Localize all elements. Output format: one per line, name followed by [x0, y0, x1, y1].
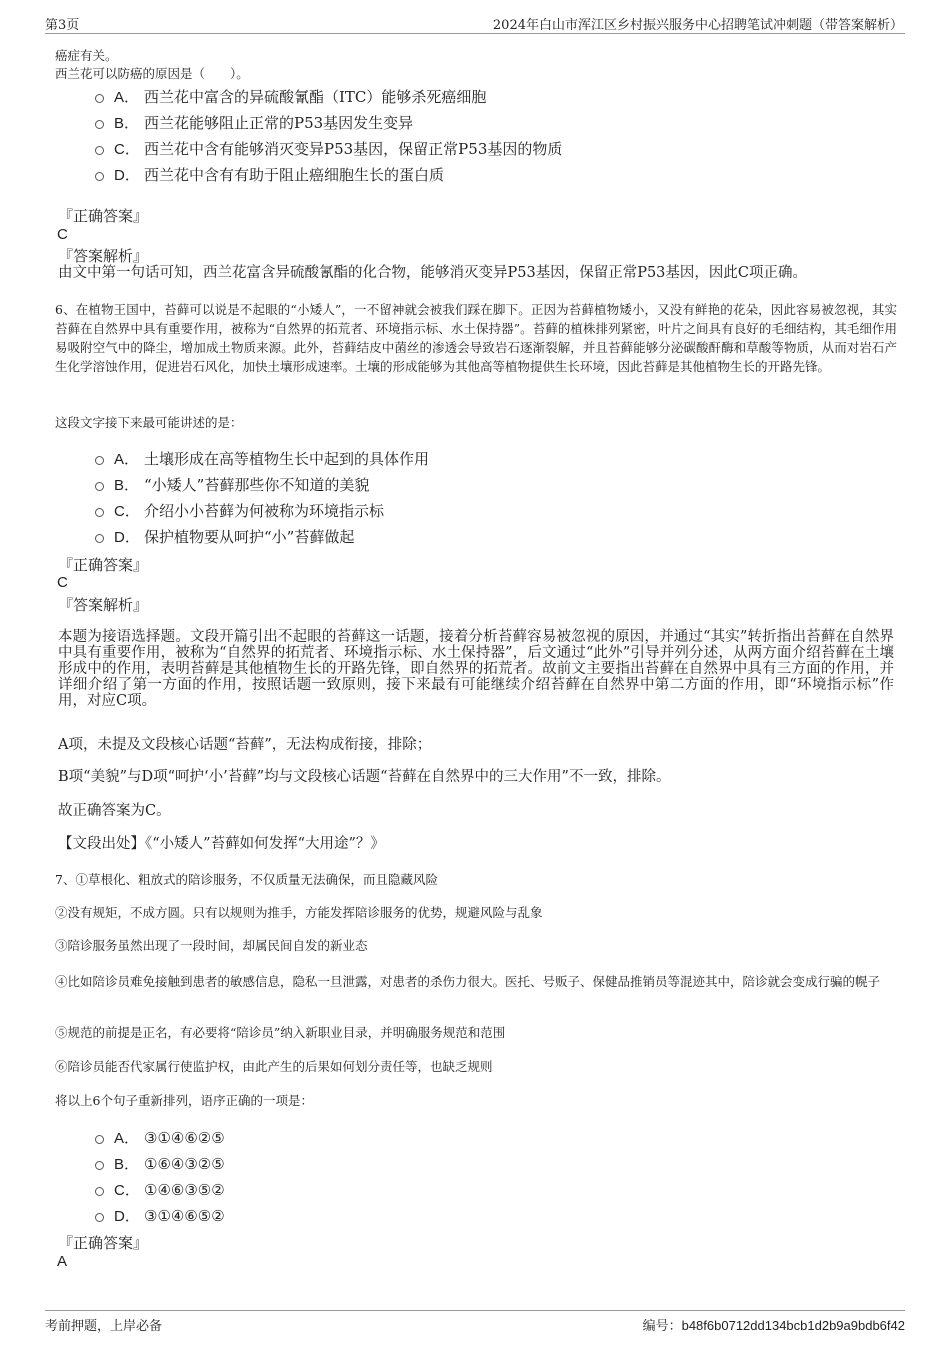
q7-option-c[interactable]: C． ①④⑥③⑤②: [95, 1180, 225, 1201]
radio-icon[interactable]: [95, 482, 104, 491]
radio-icon[interactable]: [95, 172, 104, 181]
q7-sentence-1: 7、①草根化、粗放式的陪诊服务，不仅质量无法确保，而且隐藏风险: [55, 872, 438, 887]
q6-analysis-option-a: A项，未提及文段核心话题“苔藓”，无法构成衔接，排除；: [58, 737, 432, 753]
q5-option-b[interactable]: B． 西兰花能够阻止正常的P53基因发生变异: [95, 113, 413, 134]
document-title: 2024年白山市浑江区乡村振兴服务中心招聘笔试冲刺题（带答案解析）: [492, 18, 903, 33]
q7-sentence-4: ④比如陪诊员难免接触到患者的敏感信息，隐私一旦泄露，对患者的杀伤力很大。医托、号贩子、保健品推销员等混迹其中，陪诊就会变成行骗的幌子: [55, 974, 881, 989]
footer-slogan: 考前押题，上岸必备: [45, 1319, 163, 1334]
q6-question: 这段文字接下来最可能讲述的是：: [55, 415, 243, 430]
q7-sentence-3: ③陪诊服务虽然出现了一段时间，却属民间自发的新业态: [55, 938, 368, 953]
q6-analysis-options-bd: B项“美貌”与D项“呵护‘小’苔藓”均与文段核心话题“苔藓在自然界中的三大作用”不一致，排除。: [58, 769, 671, 785]
serial-label: 编号：: [642, 1319, 682, 1334]
q5-question: 西兰花可以防癌的原因是（ ）。: [55, 66, 249, 81]
serial-number: [643, 1315, 905, 1334]
radio-icon[interactable]: [95, 534, 104, 543]
q5-option-c[interactable]: C． 西兰花中含有能够消灭变异P53基因，保留正常P53基因的物质: [95, 139, 562, 160]
q6-option-b[interactable]: B． “小矮人”苔藓那些你不知道的美貌: [95, 475, 369, 496]
radio-icon[interactable]: [95, 1187, 104, 1196]
q5-option-d[interactable]: D． 西兰花中含有有助于阻止癌细胞生长的蛋白质: [95, 165, 444, 186]
page-header: [45, 12, 905, 34]
radio-icon[interactable]: [95, 94, 104, 103]
q5-analysis: 由文中第一句话可知，西兰花富含异硫酸氰酯的化合物，能够消灭变异P53基因，保留正常P53基因，因此C项正确。: [58, 265, 808, 281]
radio-icon[interactable]: [95, 456, 104, 465]
radio-icon[interactable]: [95, 1135, 104, 1144]
radio-icon[interactable]: [95, 146, 104, 155]
page-footer: [45, 1310, 905, 1334]
q6-option-c[interactable]: C． 介绍小小苔藓为何被称为环境指示标: [95, 501, 384, 522]
q7-question: 将以上6个句子重新排列，语序正确的一项是：: [55, 1093, 313, 1108]
q7-answer: A: [57, 1253, 68, 1270]
q6-analysis-label: 『答案解析』: [58, 596, 149, 614]
q7-option-a[interactable]: A． ③①④⑥②⑤: [95, 1128, 225, 1149]
q6-answer: C: [57, 574, 68, 591]
q5-stem-tail: 癌症有关。: [55, 48, 118, 63]
page-number: 第3页: [45, 18, 80, 33]
q6-source: 【文段出处】《“小矮人”苔藓如何发挥“大用途”？》: [58, 836, 385, 852]
q7-option-d[interactable]: D． ③①④⑥⑤②: [95, 1206, 225, 1227]
q5-answer-label: 『正确答案』: [58, 207, 149, 225]
q6-analysis-conclusion: 故正确答案为C。: [58, 803, 171, 819]
q5-analysis-label: 『答案解析』: [58, 247, 149, 265]
q5-option-a[interactable]: A． 西兰花中富含的异硫酸氰酯（ITC）能够杀死癌细胞: [95, 87, 486, 108]
serial-code: b48f6b0712dd134bcb1d2b9a9bdb6f42: [681, 1318, 905, 1333]
radio-icon[interactable]: [95, 1213, 104, 1222]
radio-icon[interactable]: [95, 1161, 104, 1170]
radio-icon[interactable]: [95, 120, 104, 129]
q5-answer: C: [57, 226, 68, 243]
q7-answer-label: 『正确答案』: [58, 1234, 149, 1252]
q7-sentence-5: ⑤规范的前提是正名，有必要将“陪诊员”纳入新职业目录，并明确服务规范和范围: [55, 1025, 506, 1040]
q6-option-a[interactable]: A． 土壤形成在高等植物生长中起到的具体作用: [95, 449, 429, 470]
q6-option-d[interactable]: D． 保护植物要从呵护“小”苔藓做起: [95, 527, 354, 548]
q7-option-b[interactable]: B． ①⑥④③②⑤: [95, 1154, 225, 1175]
q7-sentence-2: ②没有规矩，不成方圆。只有以规则为推手，方能发挥陪诊服务的优势，规避风险与乱象: [55, 905, 543, 920]
q6-answer-label: 『正确答案』: [58, 556, 149, 574]
q6-analysis-paragraph: 本题为接语选择题。文段开篇引出不起眼的苔藓这一话题，接着分析苔藓容易被忽视的原因，并通过“其实”转折指出苔藓在自然界中具有重要作用，被称为“自然界的拓荒者、环境指示标、水土保持器”，后文通过“此外”引导并列分述，从两方面介绍苔藓在土壤形成中的作用，表明苔藓是其他植物生长的开路先锋，即自然界的拓荒者。故前文主要指出苔藓在自然界中具有三方面的作用，并详细介绍了第一方面的作用，按照话题一致原则，接下来最有可能继续介绍苔藓在自然界中第二方面的作用，即“环境指示标”作用，对应C项。: [58, 629, 894, 709]
radio-icon[interactable]: [95, 508, 104, 517]
q6-passage: 6、在植物王国中，苔藓可以说是不起眼的“小矮人”，一不留神就会被我们踩在脚下。正因为苔藓植物矮小，又没有鲜艳的花朵，因此容易被忽视，其实苔藓在自然界中具有重要作用，被称为“自然界的拓荒者、环境指示标、水土保持器”。苔藓的植株排列紧密，叶片之间具有良好的毛细结构，其毛细作用易吸附空气中的降尘，增加成土物质来源。此外，苔藓结皮中菌丝的渗透会导致岩石逐渐裂解，并且苔藓能够分泌碳酸酐酶和草酸等物质，从而对岩石产生化学溶蚀作用，促进岩石风化，加快土壤形成速率。土壤的形成能够为其他高等植物提供生长环境，因此苔藓是其他植物生长的开路先锋。: [55, 302, 897, 374]
q7-sentence-6: ⑥陪诊员能否代家属行使监护权，由此产生的后果如何划分责任等，也缺乏规则: [55, 1059, 493, 1074]
